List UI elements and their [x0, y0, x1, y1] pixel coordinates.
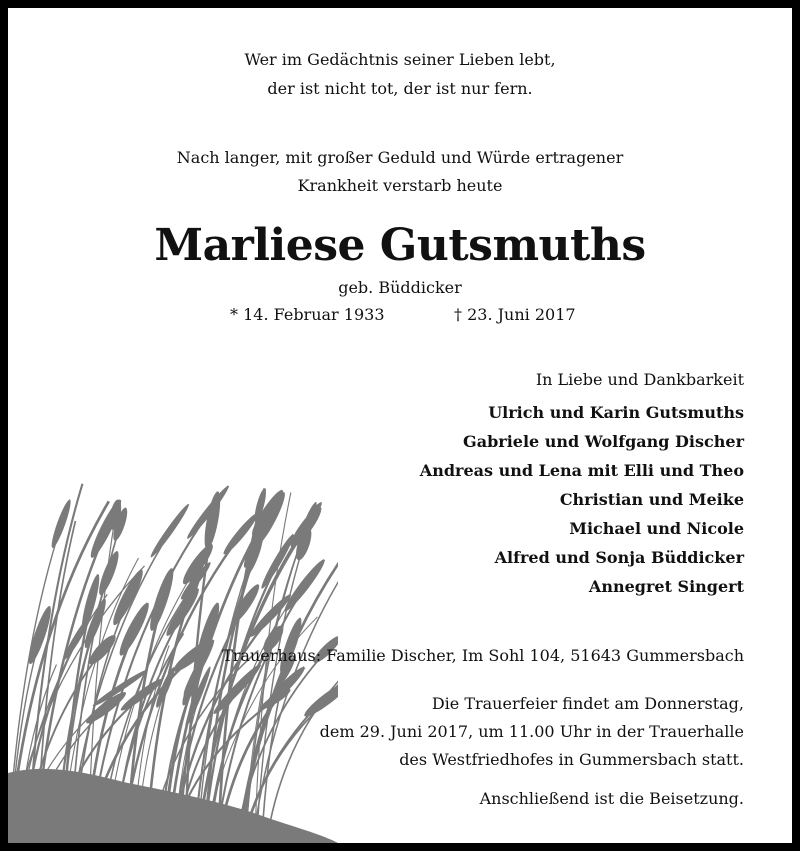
- maiden-name: geb. Büddicker: [338, 278, 462, 297]
- death-date: † 23. Juni 2017: [454, 305, 576, 324]
- birth-date: * 14. Februar 1933: [230, 305, 385, 324]
- deceased-name: Marliese Gutsmuths: [154, 220, 646, 271]
- mourning-house-address: Trauerhaus: Familie Discher, Im Sohl 104, 51643 Gummersbach: [222, 646, 744, 665]
- mourner-name: Gabriele und Wolfgang Discher: [463, 432, 744, 451]
- mourner-name: Andreas und Lena mit Elli und Theo: [419, 461, 744, 480]
- service-line-1: Die Trauerfeier findet am Donnerstag,: [431, 694, 744, 713]
- intro-line-1: Nach langer, mit großer Geduld und Würde ertragener: [176, 148, 624, 167]
- burial-note: Anschließend ist die Beisetzung.: [479, 789, 744, 808]
- grass-plume: [49, 498, 74, 549]
- grass-plume: [259, 533, 297, 591]
- intro-line-2: Krankheit verstarb heute: [297, 176, 503, 195]
- mourner-name: Michael und Nicole: [569, 519, 744, 538]
- mourner-name: Ulrich und Karin Gutsmuths: [488, 403, 744, 422]
- grass-plume: [281, 557, 328, 614]
- mourner-name: Christian und Meike: [559, 490, 744, 509]
- service-line-3: des Westfriedhofes in Gummersbach statt.: [399, 750, 744, 769]
- service-line-2: dem 29. Juni 2017, um 11.00 Uhr in der Trauerhalle: [319, 722, 744, 741]
- motto-line-1: Wer im Gedächtnis seiner Lieben lebt,: [244, 50, 556, 69]
- grass-plume: [301, 678, 338, 721]
- mourner-name: Annegret Singert: [588, 577, 744, 596]
- motto-line-2: der ist nicht tot, der ist nur fern.: [267, 79, 533, 98]
- mourner-name: Alfred und Sonja Büddicker: [494, 548, 744, 567]
- mourners-intro: In Liebe und Dankbarkeit: [535, 370, 744, 389]
